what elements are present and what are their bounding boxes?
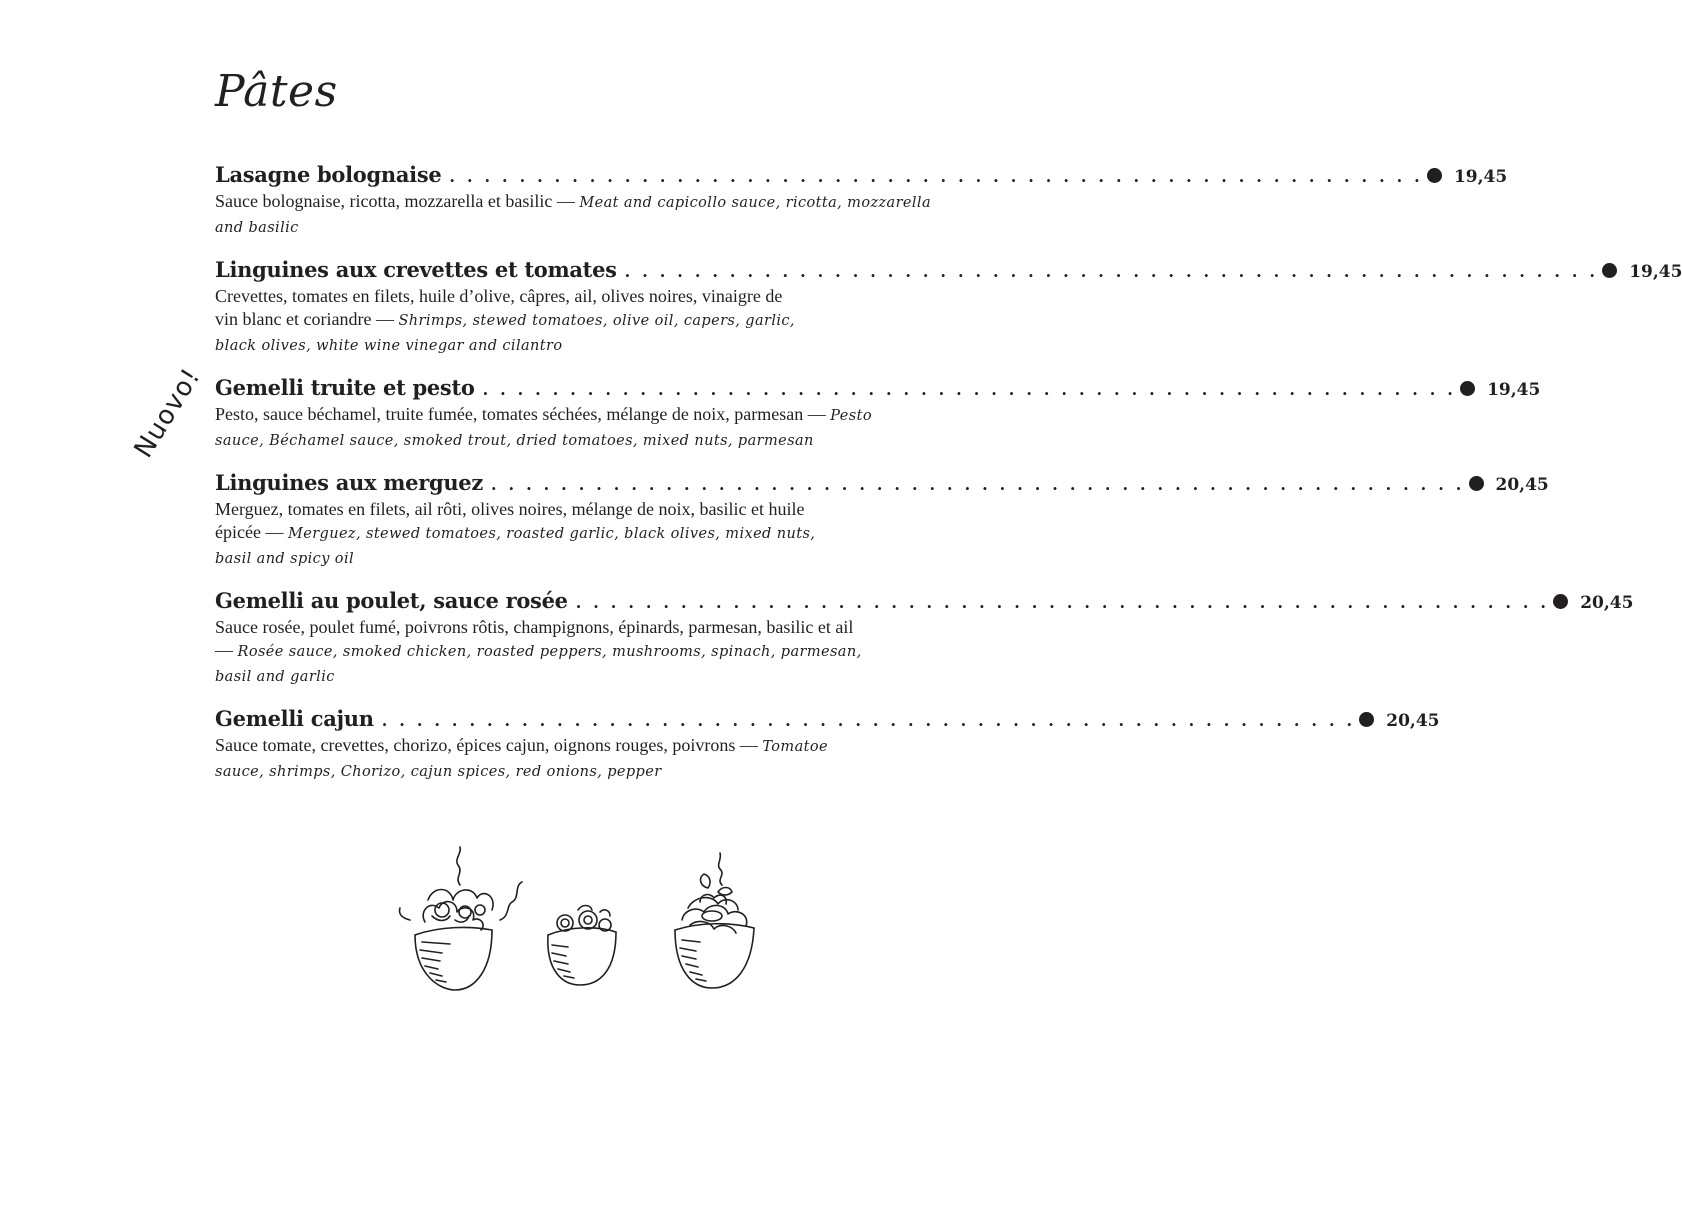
menu-list <box>215 162 1682 801</box>
description-english: Pesto sauce, Béchamel sauce, smoked trout, dried tomatoes, mixed nuts, parmesan <box>215 408 872 449</box>
menu-item <box>215 257 1682 358</box>
pasta-bowl-middle-icon <box>548 906 616 986</box>
menu-item <box>215 375 1541 453</box>
menu-item-header <box>215 257 1682 285</box>
menu-item-header <box>215 470 1549 498</box>
menu-item-header <box>215 375 1541 403</box>
menu-item-price: 20,45 <box>1386 711 1440 731</box>
description-english: Tomatoe sauce, shrimps, Chorizo, cajun spices, red onions, pepper <box>215 739 828 780</box>
menu-item-price: 20,45 <box>1495 475 1549 495</box>
description-english: Merguez, stewed tomatoes, roasted garlic, black olives, mixed nuts, basil and spicy oil <box>215 526 816 567</box>
description-french: Merguez, tomates en filets, ail rôti, olives noires, mélange de noix, basilic et huile épicée <box>215 499 805 542</box>
pasta-bowl-left-icon <box>399 847 522 990</box>
dot-leader: . . . . . . . . . . . . . . . . . . . . . . . . . . . . . . . . . . . . . . . . . . . . . . . . . . . . . . . . <box>449 167 1423 186</box>
description-separator: — <box>552 191 580 211</box>
menu-item-header <box>215 588 1634 616</box>
description-french: Crevettes, tomates en filets, huile d’olive, câpres, ail, olives noires, vinaigre de vin blanc et coriandre <box>215 286 783 329</box>
description-separator: — <box>371 309 399 329</box>
menu-item-name: Gemelli truite et pesto <box>215 375 475 400</box>
dot-leader: . . . . . . . . . . . . . . . . . . . . . . . . . . . . . . . . . . . . . . . . . . . . . . . . . . . . . . . . <box>381 711 1356 730</box>
menu-item-description <box>215 734 875 784</box>
menu-item-header <box>215 706 1440 734</box>
description-french: Sauce tomate, crevettes, chorizo, épices cajun, oignons rouges, poivrons <box>215 735 736 755</box>
menu-item-name: Gemelli cajun <box>215 706 374 731</box>
description-french: Sauce rosée, poulet fumé, poivrons rôtis, champignons, épinards, parmesan, basilic et ail <box>215 617 854 637</box>
pasta-bowl-right-icon <box>675 853 754 988</box>
menu-item-description <box>215 285 795 358</box>
bullet-icon <box>1602 263 1617 278</box>
bullet-icon <box>1359 712 1374 727</box>
menu-item-name: Lasagne bolognaise <box>215 162 442 187</box>
dot-leader: . . . . . . . . . . . . . . . . . . . . . . . . . . . . . . . . . . . . . . . . . . . . . . . . . . . . . . . . <box>482 380 1457 399</box>
dot-leader: . . . . . . . . . . . . . . . . . . . . . . . . . . . . . . . . . . . . . . . . . . . . . . . . . . . . . . . . <box>491 475 1465 494</box>
menu-item-name: Linguines aux crevettes et tomates <box>215 257 617 282</box>
menu-item-description <box>215 498 845 571</box>
description-english: Rosée sauce, smoked chicken, roasted peppers, mushrooms, spinach, parmesan, basil and garlic <box>215 644 862 685</box>
menu-item-price: 19,45 <box>1629 262 1682 282</box>
description-french: Sauce bolognaise, ricotta, mozzarella et basilic <box>215 191 553 211</box>
description-separator: — <box>260 522 288 542</box>
description-separator: — <box>735 735 763 755</box>
description-separator: — <box>215 640 238 660</box>
description-separator: — <box>803 404 831 424</box>
menu-item <box>215 588 1634 689</box>
menu-item-name: Gemelli au poulet, sauce rosée <box>215 588 568 613</box>
menu-item <box>215 162 1508 240</box>
menu-item-price: 19,45 <box>1487 380 1541 400</box>
bullet-icon <box>1469 476 1484 491</box>
bullet-icon <box>1553 594 1568 609</box>
bullet-icon <box>1427 168 1442 183</box>
menu-item-price: 19,45 <box>1453 167 1508 187</box>
menu-item-header <box>215 162 1508 190</box>
menu-item-name: Linguines aux merguez <box>215 470 483 495</box>
description-french: Pesto, sauce béchamel, truite fumée, tomates séchées, mélange de noix, parmesan <box>215 404 804 424</box>
description-english: Shrimps, stewed tomatoes, olive oil, capers, garlic, black olives, white wine vinegar and cilantro <box>215 313 795 354</box>
menu-item <box>215 470 1549 571</box>
menu-item-price: 20,45 <box>1580 593 1634 613</box>
pasta-bowls-sketch-icon <box>370 830 790 1010</box>
menu-item-description <box>215 616 875 689</box>
menu-item-description <box>215 190 931 240</box>
dot-leader: . . . . . . . . . . . . . . . . . . . . . . . . . . . . . . . . . . . . . . . . . . . . . . . . . . . . . . . . <box>624 262 1599 281</box>
new-item-tag: Nuovo! <box>128 362 207 464</box>
page-title: Pâtes <box>215 66 338 117</box>
bullet-icon <box>1460 381 1475 396</box>
menu-item <box>215 706 1440 784</box>
menu-item-description <box>215 403 925 453</box>
dot-leader: . . . . . . . . . . . . . . . . . . . . . . . . . . . . . . . . . . . . . . . . . . . . . . . . . . . . . . . . <box>575 593 1550 612</box>
description-english: Meat and capicollo sauce, ricotta, mozzarella and basilic <box>215 195 932 236</box>
